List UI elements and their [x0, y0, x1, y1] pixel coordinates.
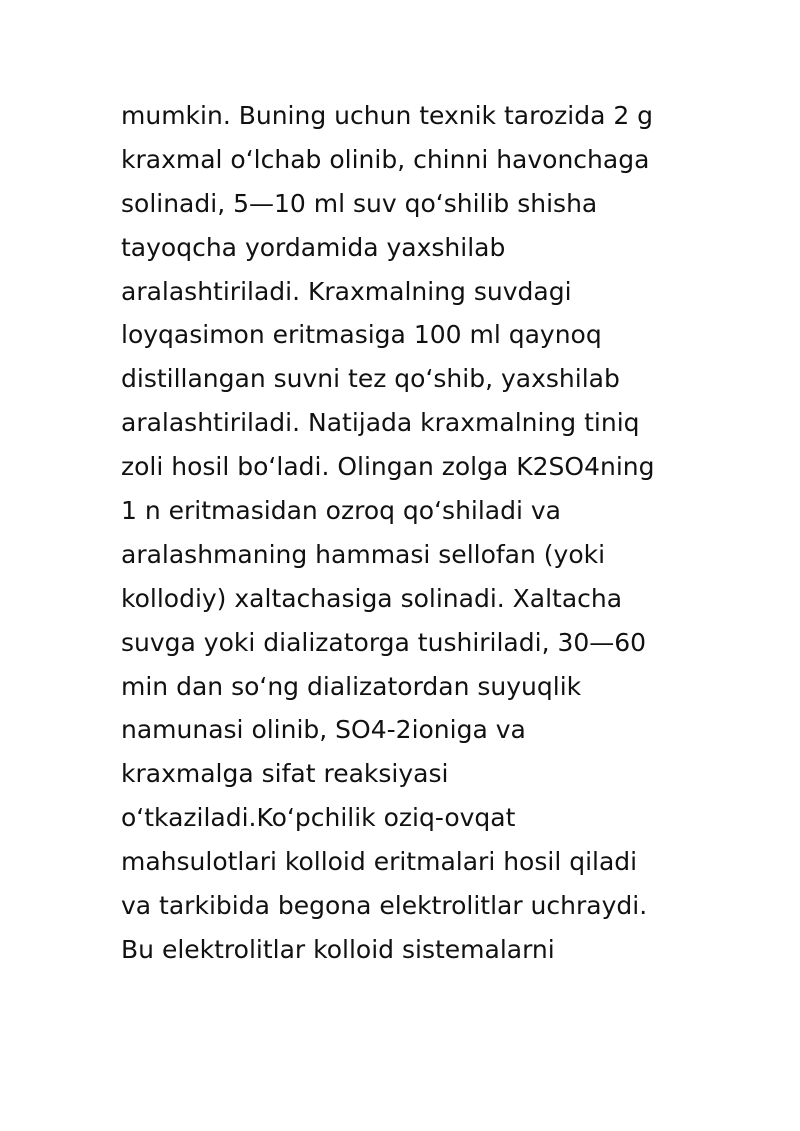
- text-line: solinadi, 5—10 ml suv qoʻshilib shisha: [121, 188, 598, 218]
- text-line: aralashmaning hammasi sellofan (yoki: [121, 539, 606, 569]
- text-line: min dan soʻng dializatordan suyuqlik: [121, 671, 582, 701]
- text-line: 1 n eritmasidan ozroq qoʻshiladi va: [121, 496, 562, 526]
- text-line: mahsulotlari kolloid eritmalari hosil qiladi: [121, 847, 638, 877]
- text-line: kollodiy) xaltachasiga solinadi. Xaltacha: [121, 583, 623, 613]
- text-line: Bu elektrolitlar kolloid sistemalarni: [121, 934, 555, 964]
- text-line: tayoqcha yordamida yaxshilab: [121, 232, 506, 262]
- text-line: aralashtiriladi. Natijada kraxmalning tiniq: [121, 408, 640, 438]
- text-line: aralashtiriladi. Kraxmalning suvdagi: [121, 276, 572, 306]
- text-line: oʻtkaziladi.Koʻpchilik oziq-ovqat: [121, 803, 516, 833]
- text-line: mumkin. Buning uchun texnik tarozida 2 g: [121, 101, 654, 130]
- text-line: kraxmalga sifat reaksiyasi: [121, 759, 449, 789]
- text-line: distillangan suvni tez qoʻshib, yaxshilab: [121, 364, 620, 394]
- text-line: kraxmal oʻlchab olinib, chinni havonchaga: [121, 144, 650, 174]
- text-line: namunasi olinib, SO4-2ioniga va: [121, 715, 526, 745]
- text-line: suvga yoki dializatorga tushiriladi, 30—60: [121, 627, 647, 657]
- text-line: zoli hosil boʻladi. Olingan zolga K2SO4ning: [121, 452, 655, 482]
- text-line: loyqasimon eritmasiga 100 ml qaynoq: [121, 320, 602, 350]
- body-text: [121, 94, 711, 972]
- text-line: va tarkibida begona elektrolitlar uchraydi.: [121, 891, 648, 921]
